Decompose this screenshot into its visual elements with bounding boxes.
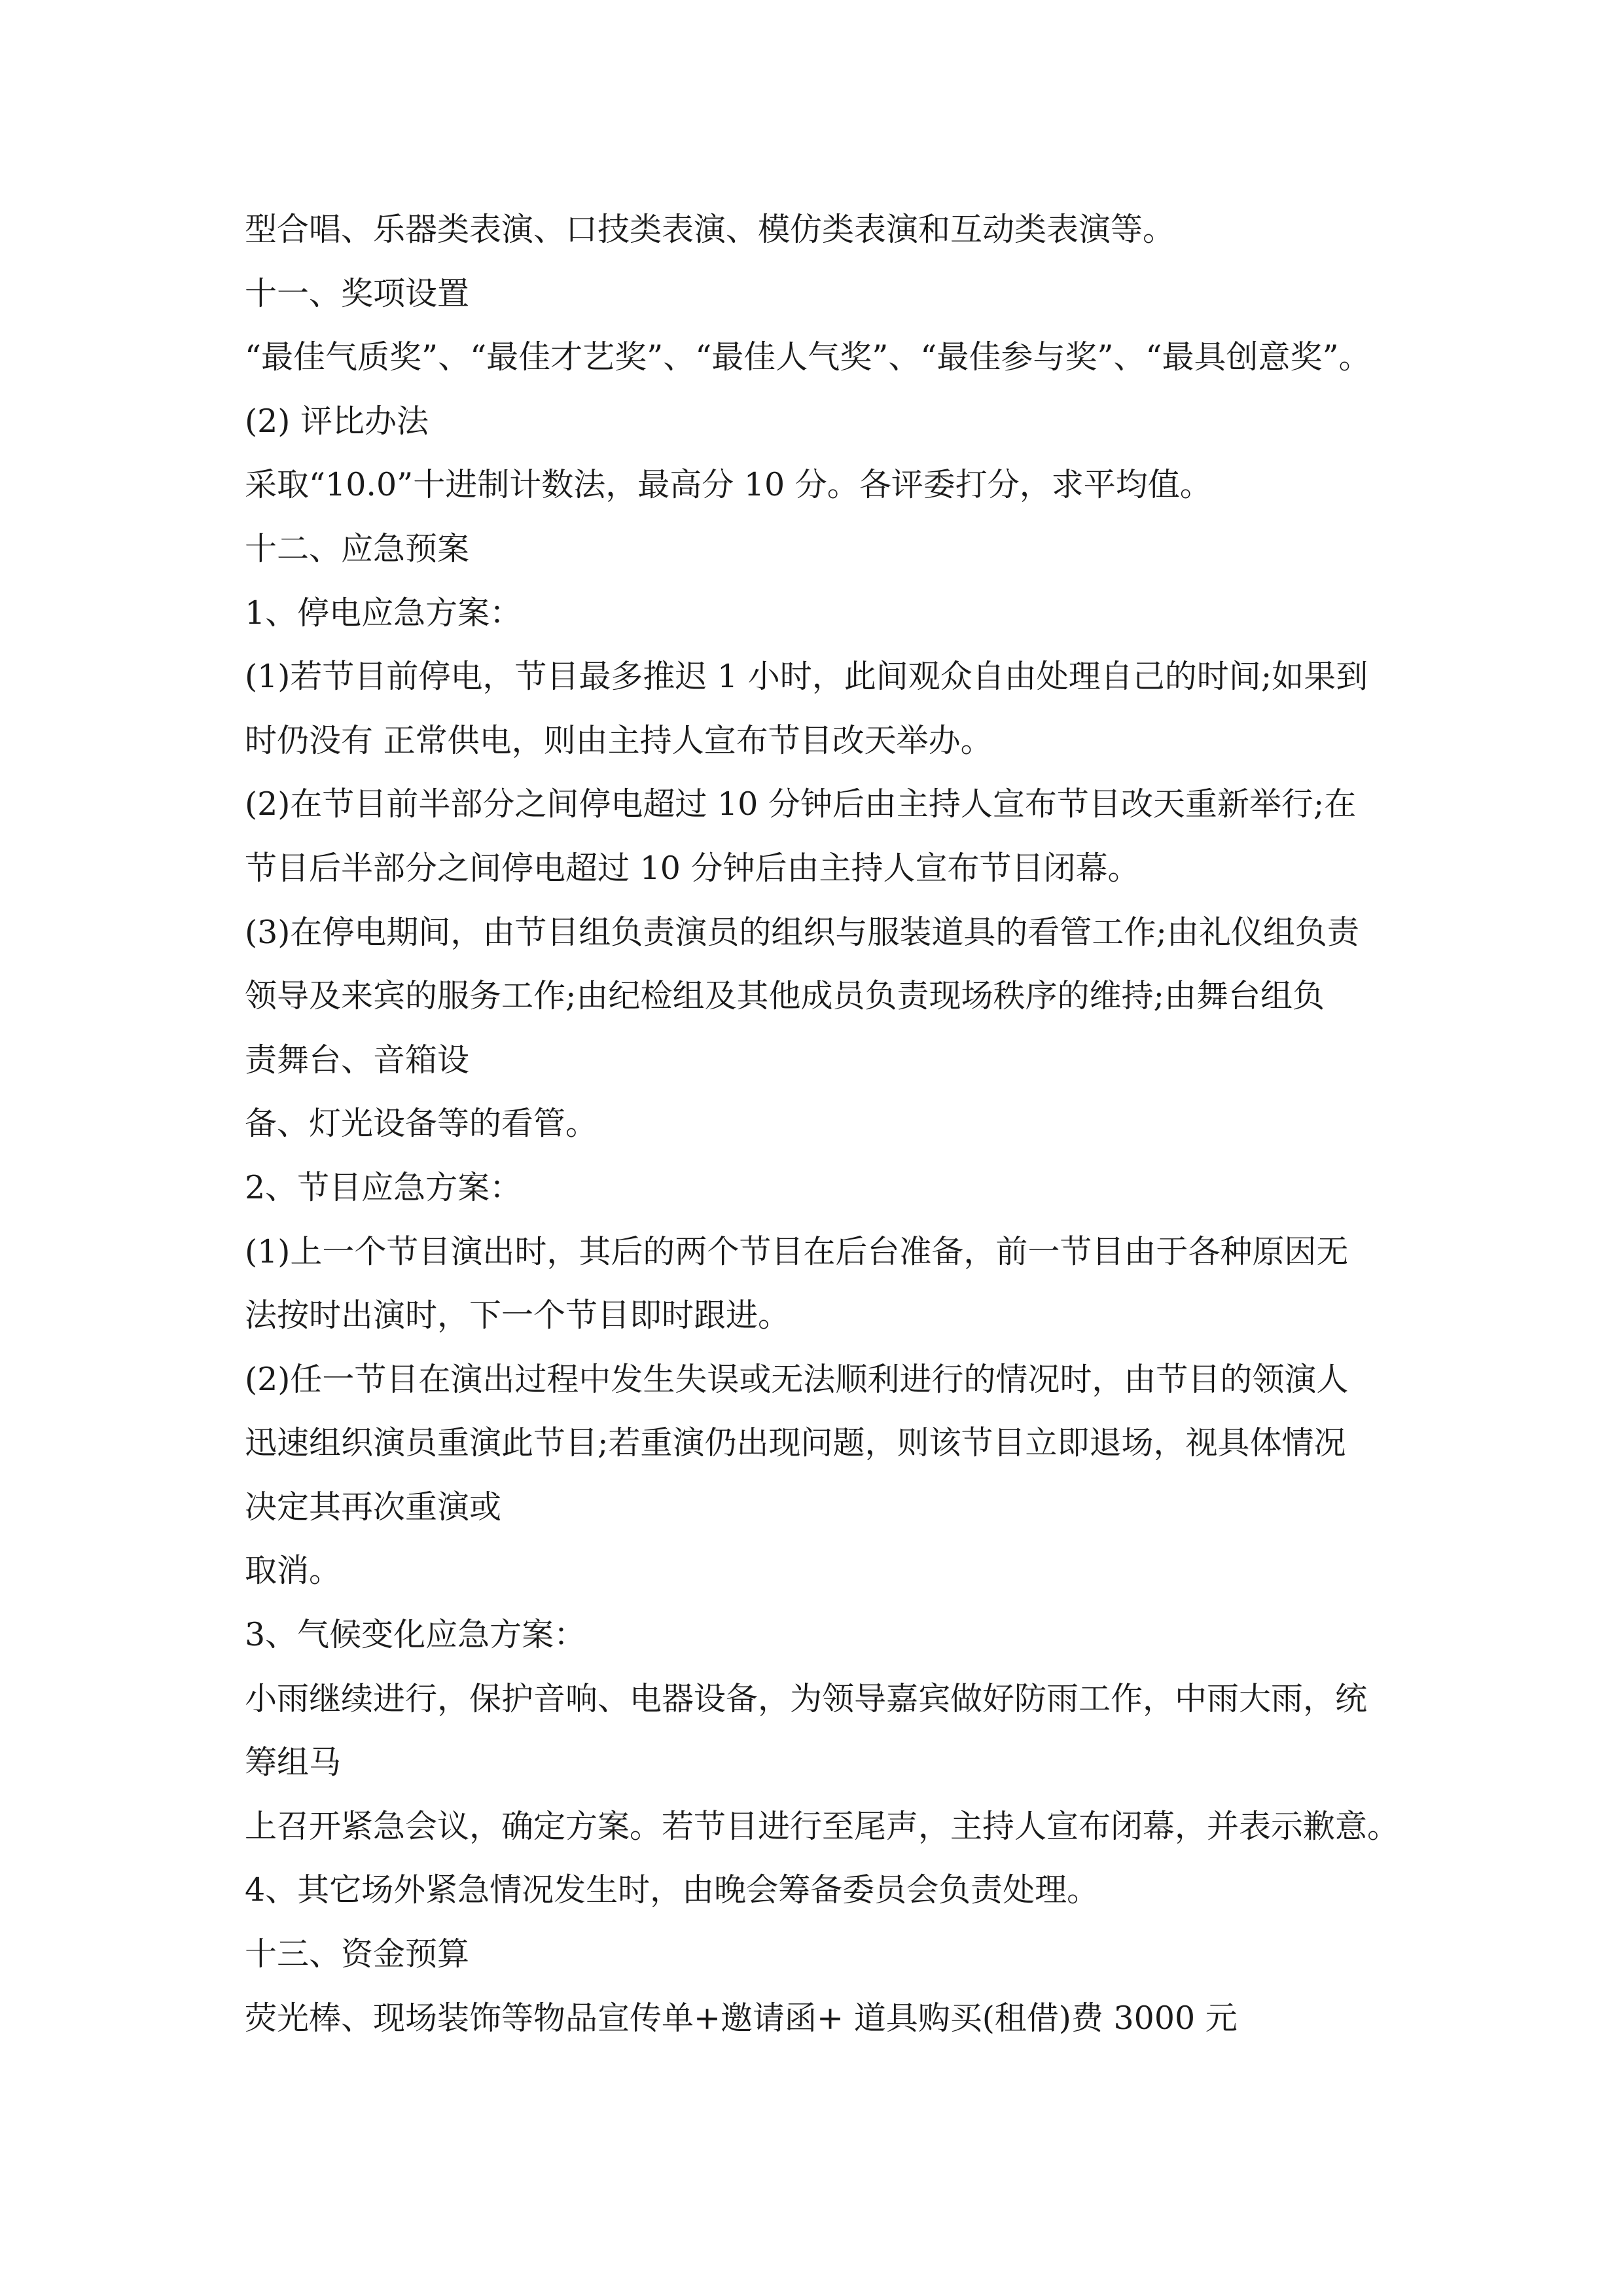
section-heading-emergency: 十二、应急预案 — [245, 529, 470, 567]
subheading-power-outage: 1、停电应急方案： — [245, 594, 522, 632]
subheading-evaluation: (2) 评比办法 — [245, 402, 429, 440]
text-line: (2)任一节目在演出过程中发生失误或无法顺利进行的情况时，由节目的领演人 — [245, 1360, 1349, 1398]
text-line: 采取“10.0”十进制计数法，最高分 10 分。各评委打分，求平均值。 — [245, 466, 1212, 504]
text-line: 小雨继续进行，保护音响、电器设备，为领导嘉宾做好防雨工作，中雨大雨，统 — [245, 1679, 1368, 1717]
text-line: (1)上一个节目演出时，其后的两个节目在后台准备，前一节目由于各种原因无 — [245, 1232, 1349, 1270]
text-line: 4、其它场外紧急情况发生时，由晚会筹备委员会负责处理。 — [245, 1871, 1099, 1909]
text-line: 迅速组织演员重演此节目;若重演仍出现问题，则该节目立即退场，视具体情况 — [245, 1424, 1346, 1462]
text-line: 筹组马 — [245, 1744, 342, 1782]
text-line: 型合唱、乐器类表演、口技类表演、模仿类表演和互动类表演等。 — [245, 211, 1175, 248]
text-line: (2)在节目前半部分之间停电超过 10 分钟后由主持人宣布节目改天重新举行;在 — [245, 785, 1357, 823]
text-line: 时仍没有 正常供电，则由主持人宣布节目改天举办。 — [245, 721, 993, 759]
text-line: 责舞台、音箱设 — [245, 1041, 470, 1079]
text-line: 备、灯光设备等的看管。 — [245, 1105, 598, 1143]
text-line: 荧光棒、现场装饰等物品宣传单+邀请函+ 道具购买(租借)费 3000 元 — [245, 1999, 1238, 2037]
text-line: 领导及来宾的服务工作;由纪检组及其他成员负责现场秩序的维持;由舞台组负 — [245, 977, 1325, 1015]
text-line: 法按时出演时，下一个节目即时跟进。 — [245, 1297, 791, 1335]
text-line: 上召开紧急会议，确定方案。若节目进行至尾声，主持人宣布闭幕，并表示歉意。 — [245, 1807, 1400, 1845]
section-heading-awards: 十一、奖项设置 — [245, 274, 470, 312]
text-line: 决定其再次重演或 — [245, 1488, 502, 1526]
subheading-weather: 3、气候变化应急方案： — [245, 1616, 586, 1654]
text-line: 节目后半部分之间停电超过 10 分钟后由主持人宣布节目闭幕。 — [245, 849, 1140, 887]
text-line: 取消。 — [245, 1552, 342, 1590]
subheading-program: 2、节目应急方案： — [245, 1168, 522, 1206]
text-line: “最佳气质奖”、“最佳才艺奖”、“最佳人气奖”、“最佳参与奖”、“最具创意奖”。 — [245, 338, 1371, 376]
text-line: (3)在停电期间，由节目组负责演员的组织与服装道具的看管工作;由礼仪组负责 — [245, 913, 1359, 951]
document-body — [245, 198, 1423, 2050]
text-line: (1)若节目前停电，节目最多推迟 1 小时，此间观众自由处理自己的时间;如果到 — [245, 658, 1368, 696]
section-heading-budget: 十三、资金预算 — [245, 1935, 470, 1973]
